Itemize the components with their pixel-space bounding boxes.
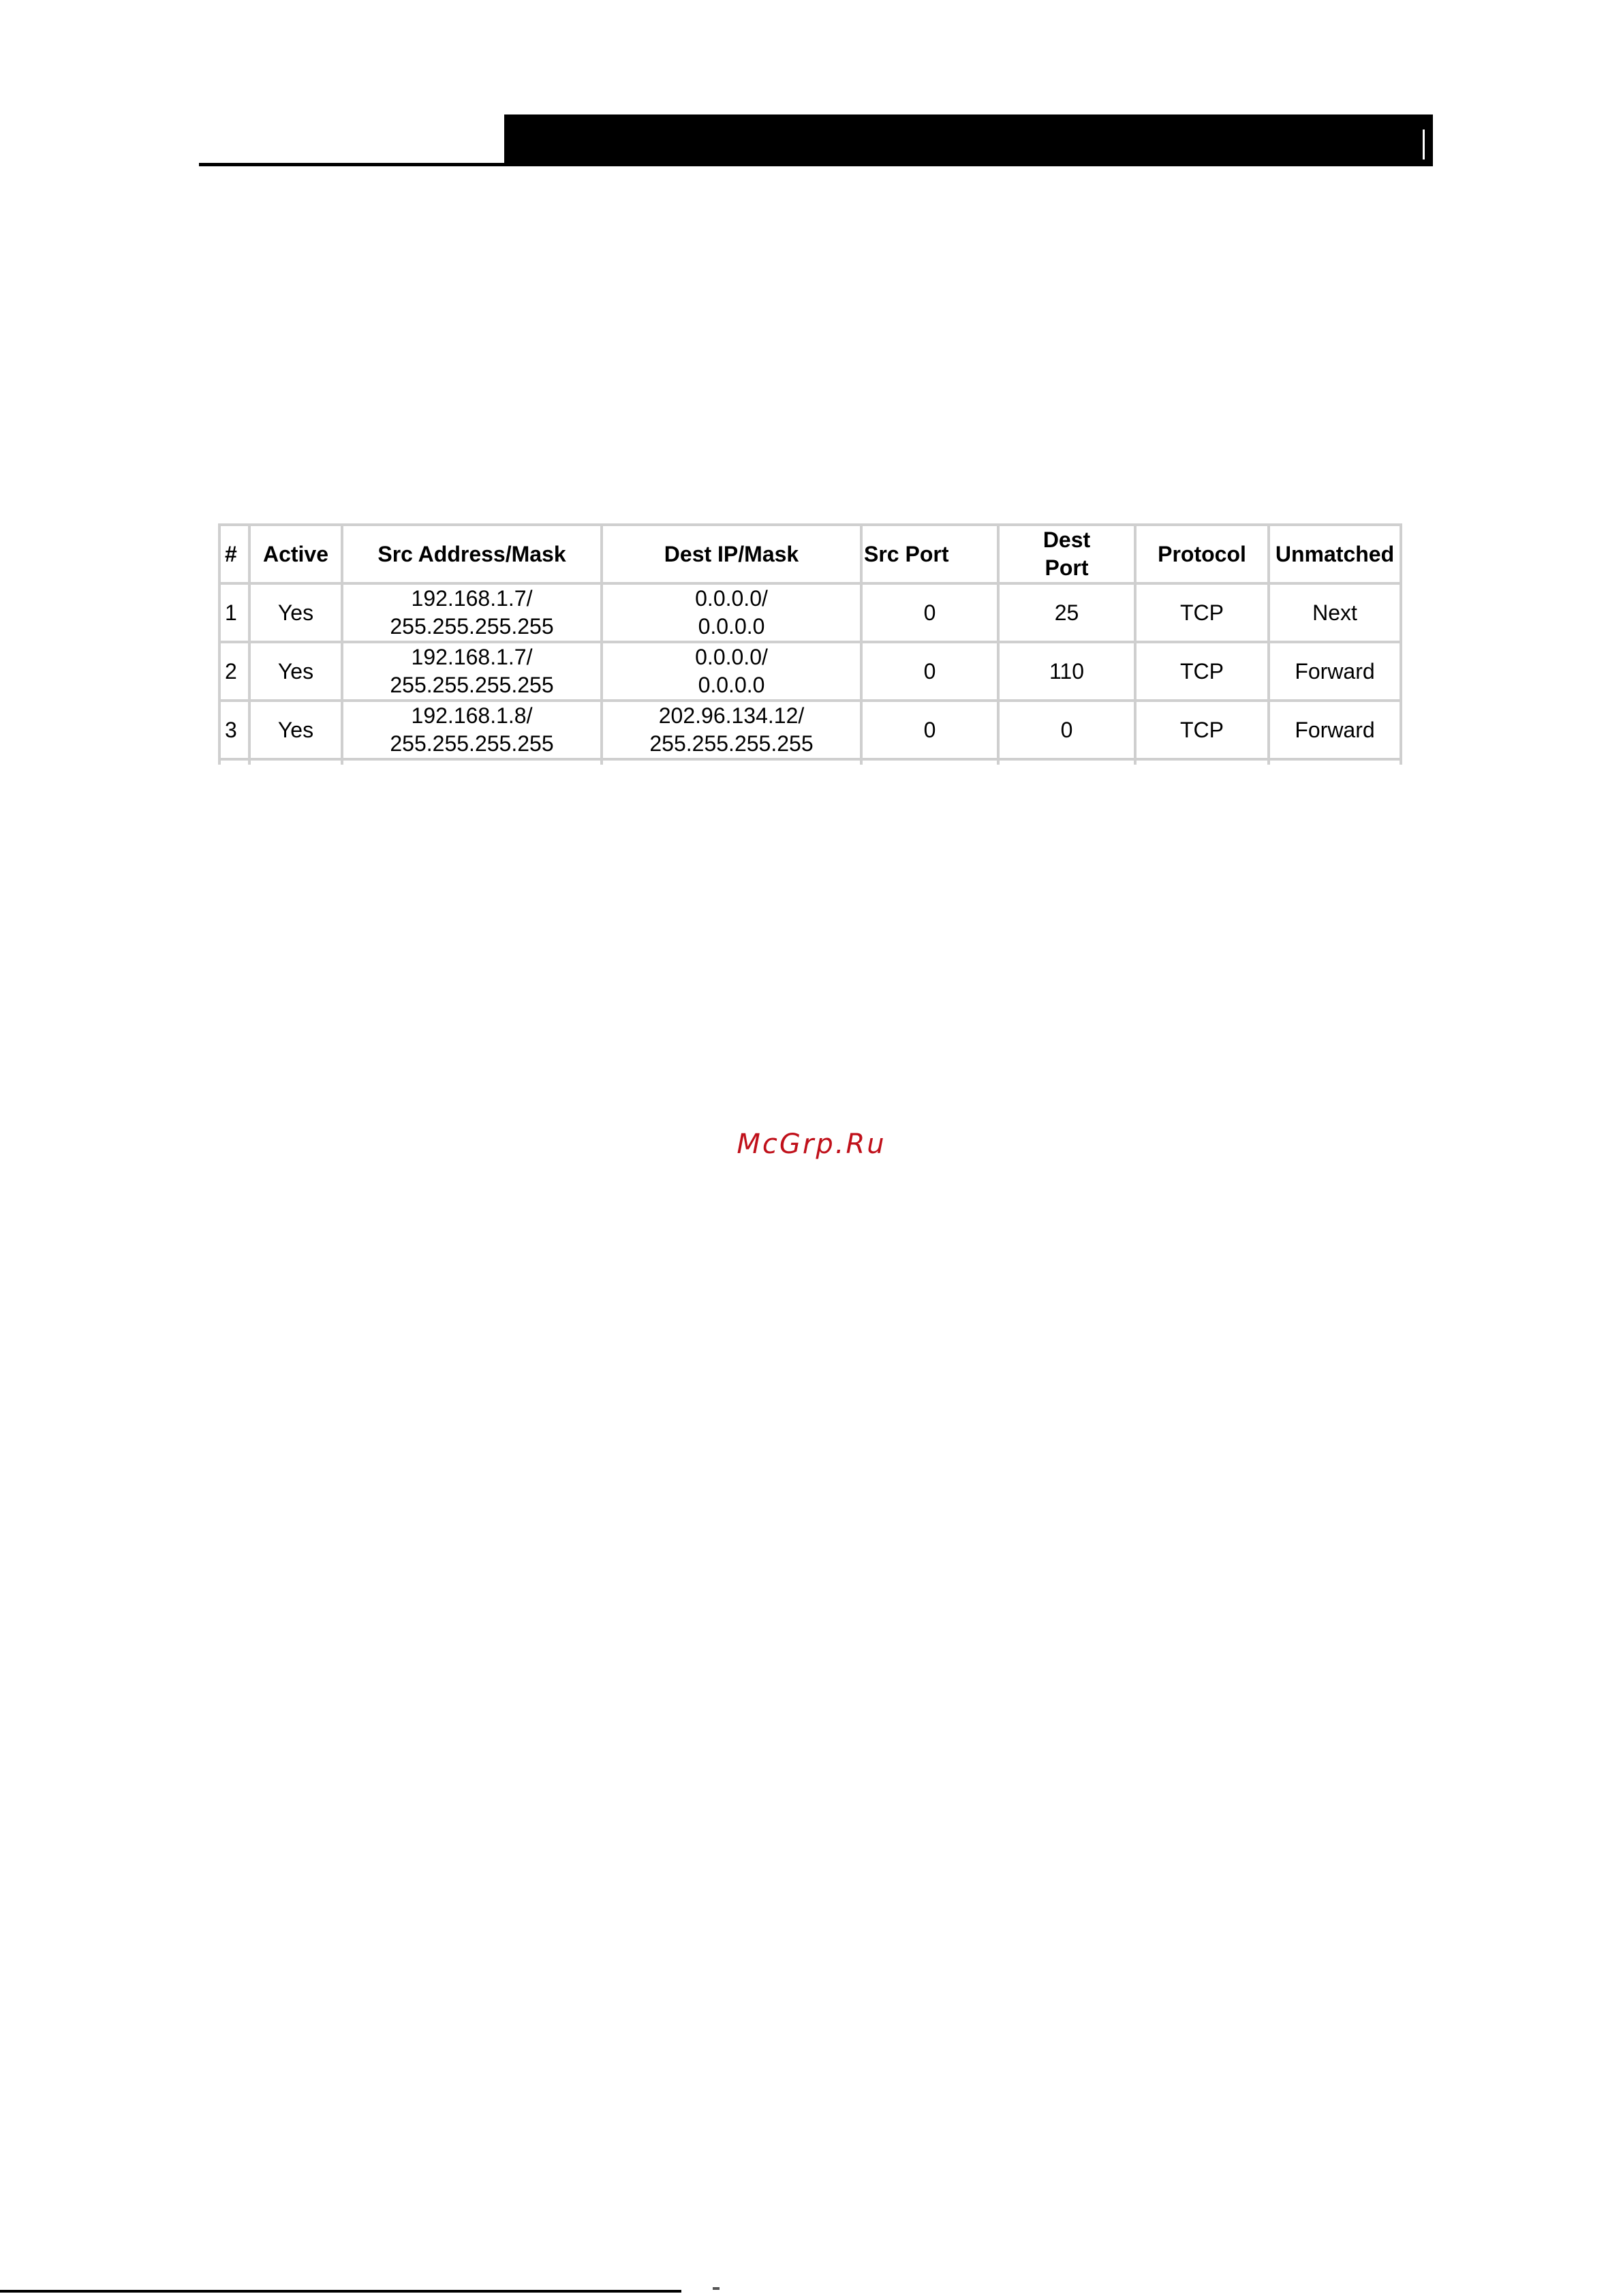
row-src-mask: 255.255.255.255 bbox=[390, 614, 554, 639]
row-num: 2 bbox=[218, 641, 248, 699]
row-src-address-mask bbox=[341, 699, 600, 758]
row-dest-mask: 0.0.0.0 bbox=[698, 673, 765, 697]
header-active: Active bbox=[248, 523, 341, 582]
footer-rule bbox=[0, 2290, 681, 2293]
row-dest-mask: 0.0.0.0 bbox=[698, 614, 765, 639]
filter-rules-table bbox=[218, 523, 1402, 765]
continuation-cell bbox=[248, 758, 341, 765]
table-header-row bbox=[218, 523, 1402, 582]
row-unmatched: Forward bbox=[1267, 641, 1402, 699]
row-dest-ip: 0.0.0.0/ bbox=[695, 586, 768, 611]
continuation-cell bbox=[1267, 758, 1402, 765]
row-num: 3 bbox=[218, 699, 248, 758]
row-src-address: 192.168.1.8/ bbox=[411, 703, 533, 728]
header-bar bbox=[504, 114, 1433, 165]
row-src-address: 192.168.1.7/ bbox=[411, 586, 533, 611]
row-num: 1 bbox=[218, 582, 248, 641]
table-row-continuation bbox=[218, 758, 1402, 765]
continuation-cell bbox=[860, 758, 997, 765]
row-src-mask: 255.255.255.255 bbox=[390, 673, 554, 697]
table-row bbox=[218, 582, 1402, 641]
continuation-cell bbox=[1134, 758, 1267, 765]
row-protocol: TCP bbox=[1134, 641, 1267, 699]
row-dest-mask: 255.255.255.255 bbox=[649, 731, 814, 756]
watermark: McGrp.Ru bbox=[737, 1129, 886, 1160]
row-dest-ip-mask bbox=[600, 582, 860, 641]
table-row bbox=[218, 641, 1402, 699]
row-src-address-mask bbox=[341, 582, 600, 641]
table-row bbox=[218, 699, 1402, 758]
header-dest-port bbox=[997, 523, 1134, 582]
row-dest-port: 25 bbox=[997, 582, 1134, 641]
header-dest-ip-mask: Dest IP/Mask bbox=[600, 523, 860, 582]
row-dest-ip-mask bbox=[600, 641, 860, 699]
continuation-cell bbox=[600, 758, 860, 765]
row-unmatched: Next bbox=[1267, 582, 1402, 641]
row-src-address: 192.168.1.7/ bbox=[411, 645, 533, 669]
row-src-port: 0 bbox=[860, 641, 997, 699]
header-unmatched: Unmatched bbox=[1267, 523, 1402, 582]
row-dest-ip: 0.0.0.0/ bbox=[695, 645, 768, 669]
header-src-port: Src Port bbox=[860, 523, 997, 582]
continuation-cell bbox=[218, 758, 248, 765]
row-src-address-mask bbox=[341, 641, 600, 699]
row-active: Yes bbox=[248, 699, 341, 758]
row-active: Yes bbox=[248, 582, 341, 641]
continuation-cell bbox=[341, 758, 600, 765]
row-protocol: TCP bbox=[1134, 582, 1267, 641]
footer-mark bbox=[713, 2287, 720, 2290]
header-num: # bbox=[218, 523, 248, 582]
row-src-mask: 255.255.255.255 bbox=[390, 731, 554, 756]
row-dest-ip-mask bbox=[600, 699, 860, 758]
header-src-address-mask: Src Address/Mask bbox=[341, 523, 600, 582]
header-dest-port-line-2: Port bbox=[1045, 555, 1089, 580]
row-active: Yes bbox=[248, 641, 341, 699]
row-unmatched: Forward bbox=[1267, 699, 1402, 758]
header-dest-port-line-1: Dest bbox=[1042, 527, 1091, 552]
row-dest-port: 110 bbox=[997, 641, 1134, 699]
header-bar-notch bbox=[1423, 129, 1425, 159]
row-src-port: 0 bbox=[860, 582, 997, 641]
row-src-port: 0 bbox=[860, 699, 997, 758]
row-protocol: TCP bbox=[1134, 699, 1267, 758]
row-dest-port: 0 bbox=[997, 699, 1134, 758]
header-protocol: Protocol bbox=[1134, 523, 1267, 582]
row-dest-ip: 202.96.134.12/ bbox=[658, 703, 805, 728]
continuation-cell bbox=[997, 758, 1134, 765]
